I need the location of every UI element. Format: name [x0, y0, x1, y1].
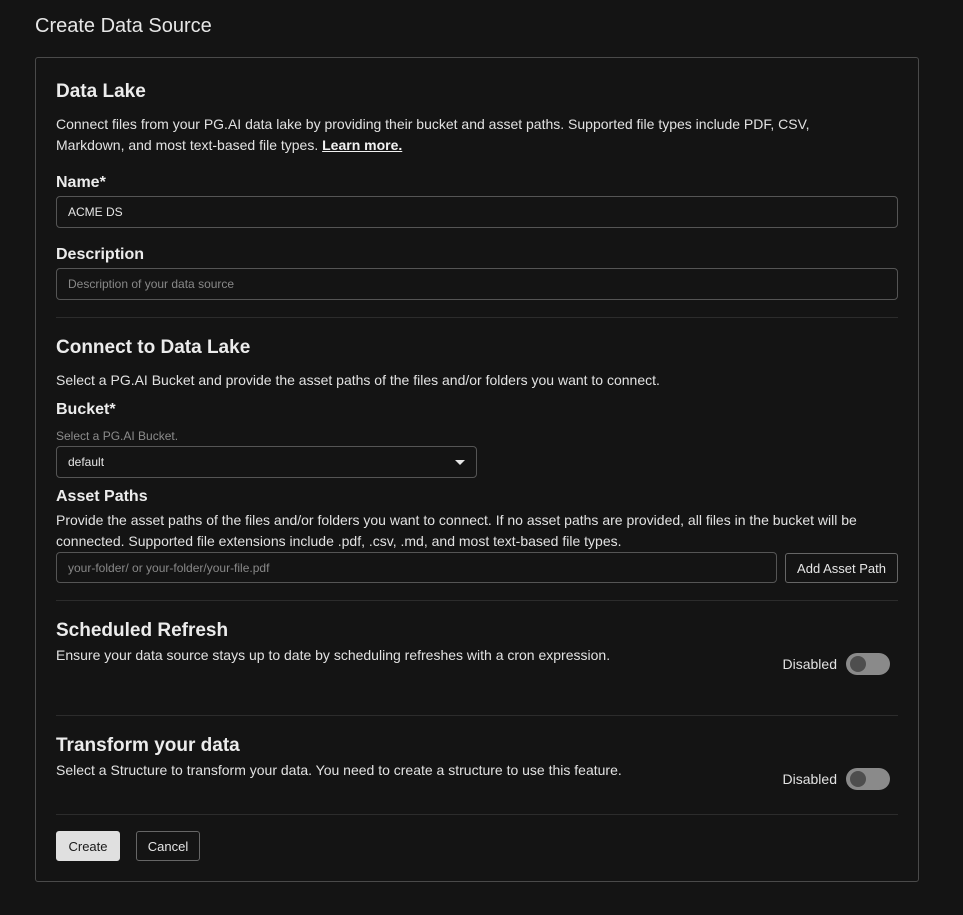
description-label: Description [56, 246, 145, 263]
bucket-hint: Select a PG.AI Bucket. [56, 429, 179, 443]
name-label: Name* [56, 174, 106, 191]
create-data-source-form [35, 57, 919, 882]
transform-toggle-group [783, 768, 890, 790]
asset-paths-label: Asset Paths [56, 488, 148, 505]
connect-description: Select a PG.AI Bucket and provide the asset paths of the files and/or folders you want to connect. [56, 372, 660, 388]
toggle-knob [850, 656, 866, 672]
cancel-button[interactable]: Cancel [136, 831, 200, 861]
chevron-down-icon [455, 460, 465, 465]
scheduled-refresh-description: Ensure your data source stays up to date by scheduling refreshes with a cron expression. [56, 647, 611, 663]
asset-paths-description: Provide the asset paths of the files and/or folders you want to connect. If no asset paths are provided, all files in the bucket will be connected. Supported file extensions include .pdf, .csv, .md, and most text-based file types. [56, 512, 857, 549]
bucket-label: Bucket* [56, 401, 116, 418]
data-lake-description-text: Connect files from your PG.AI data lake by providing their bucket and asset paths. Supported file types include PDF, CSV, Markdown, and most text-based file types. [56, 116, 810, 153]
data-lake-description [56, 114, 876, 156]
page-title: Create Data Source [35, 15, 212, 37]
data-lake-title: Data Lake [56, 81, 146, 102]
transform-description: Select a Structure to transform your data. You need to create a structure to use this feature. [56, 762, 622, 778]
asset-path-input[interactable] [56, 552, 777, 583]
scheduled-refresh-toggle[interactable] [846, 653, 890, 675]
divider [56, 814, 898, 815]
connect-title: Connect to Data Lake [56, 337, 251, 358]
description-input[interactable] [56, 268, 898, 300]
toggle-knob [850, 771, 866, 787]
learn-more-link[interactable]: Learn more. [322, 137, 403, 153]
transform-title: Transform your data [56, 735, 240, 756]
divider [56, 715, 898, 716]
transform-status: Disabled [782, 771, 837, 787]
bucket-select[interactable] [56, 446, 477, 478]
divider [56, 317, 898, 318]
transform-toggle[interactable] [846, 768, 890, 790]
add-asset-path-button[interactable]: Add Asset Path [785, 553, 898, 583]
scheduled-refresh-toggle-group [783, 653, 890, 675]
bucket-selected-value: default [68, 455, 105, 469]
divider [56, 600, 898, 601]
scheduled-refresh-status: Disabled [782, 656, 837, 672]
scheduled-refresh-title: Scheduled Refresh [56, 620, 229, 641]
create-button[interactable]: Create [56, 831, 120, 861]
name-input[interactable] [56, 196, 898, 228]
